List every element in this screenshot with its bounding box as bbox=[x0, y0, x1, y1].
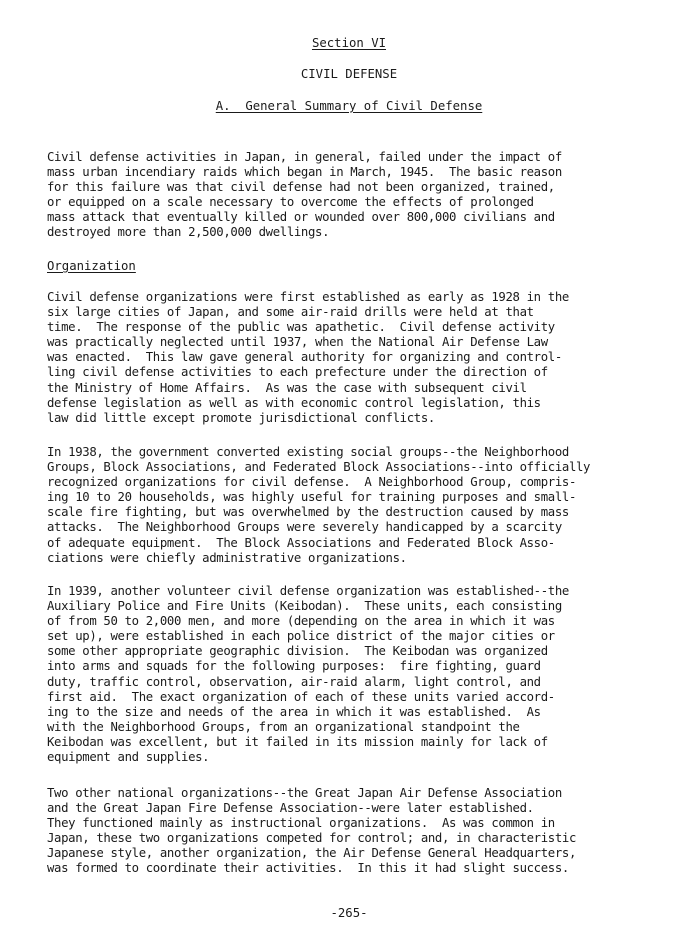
paragraph-line: time. The response of the public was apathetic. Civil defense activity bbox=[47, 320, 555, 335]
paragraph-line: was formed to coordinate their activities. In this it had slight success. bbox=[47, 861, 569, 876]
paragraph-line: the Ministry of Home Affairs. As was the case with subsequent civil bbox=[47, 380, 527, 395]
paragraph-line: Groups, Block Associations, and Federated Block Associations--into officially bbox=[47, 460, 591, 475]
paragraph-line: ing to the size and needs of the area in which it was established. As bbox=[47, 704, 541, 719]
paragraph-line: or equipped on a scale necessary to overcome the effects of prolonged bbox=[47, 195, 534, 210]
paragraph-line: defense legislation as well as with economic control legislation, this bbox=[47, 395, 541, 410]
paragraph-line: Civil defense activities in Japan, in general, failed under the impact of bbox=[47, 150, 562, 164]
paragraph-line: destroyed more than 2,500,000 dwellings. bbox=[47, 225, 330, 240]
paragraph-line: They functioned mainly as instructional organizations. As was common in bbox=[47, 816, 555, 831]
paragraph-line: law did little except promote jurisdictional conflicts. bbox=[47, 410, 435, 425]
paragraph-line: Japan, these two organizations competed for control; and, in characteristic bbox=[47, 831, 577, 846]
paragraph-line: attacks. The Neighborhood Groups were severely handicapped by a scarcity bbox=[47, 520, 562, 535]
paragraph-line: first aid. The exact organization of each of these units varied accord- bbox=[47, 689, 555, 704]
paragraph-line: of adequate equipment. The Block Associations and Federated Block Asso- bbox=[47, 535, 555, 550]
paragraph-line: and the Great Japan Fire Defense Association--were later established. bbox=[47, 801, 534, 816]
paragraph-line: mass urban incendiary raids which began in March, 1945. The basic reason bbox=[47, 165, 562, 180]
paragraph-line: In 1939, another volunteer civil defense organization was established--the bbox=[47, 584, 569, 598]
section-heading: A. General Summary of Civil Defense bbox=[215, 99, 483, 113]
paragraph-line: Civil defense organizations were first established as early as 1928 in the bbox=[47, 290, 569, 304]
paragraph-line: Auxiliary Police and Fire Units (Keibodan). These units, each consisting bbox=[47, 599, 562, 614]
paragraph-line: Keibodan was excellent, but it failed in its mission mainly for lack of bbox=[47, 734, 548, 749]
paragraph-line: into arms and squads for the following purposes: fire fighting, guard bbox=[47, 659, 541, 674]
subheading-organization: Organization bbox=[47, 259, 136, 273]
paragraph-line: mass attack that eventually killed or wounded over 800,000 civilians and bbox=[47, 210, 555, 225]
paragraph-line: ing 10 to 20 households, was highly useful for training purposes and small- bbox=[47, 490, 577, 505]
paragraph-line: with the Neighborhood Groups, from an organizational standpoint the bbox=[47, 719, 520, 734]
organization-paragraph-2 bbox=[47, 445, 667, 566]
paragraph-line: some other appropriate geographic division. The Keibodan was organized bbox=[47, 644, 548, 659]
document-title: CIVIL DEFENSE bbox=[300, 67, 398, 81]
paragraph-line: was enacted. This law gave general authority for organizing and control- bbox=[47, 350, 562, 365]
paragraph-line: recognized organizations for civil defense. A Neighborhood Group, compris- bbox=[47, 475, 577, 490]
paragraph-line: Two other national organizations--the Great Japan Air Defense Association bbox=[47, 786, 562, 800]
paragraph-line: ling civil defense activities to each prefecture under the direction of bbox=[47, 365, 548, 380]
paragraph-line: equipment and supplies. bbox=[47, 750, 210, 765]
paragraph-line: for this failure was that civil defense had not been organized, trained, bbox=[47, 180, 555, 195]
organization-paragraph-3 bbox=[47, 584, 667, 765]
paragraph-line: ciations were chiefly administrative organizations. bbox=[47, 550, 407, 565]
paragraph-line: set up), were established in each police district of the major cities or bbox=[47, 629, 555, 644]
paragraph-line: of from 50 to 2,000 men, and more (depending on the area in which it was bbox=[47, 614, 555, 629]
paragraph-line: Japanese style, another organization, the Air Defense General Headquarters, bbox=[47, 846, 577, 861]
paragraph-line: six large cities of Japan, and some air-raid drills were held at that bbox=[47, 305, 534, 320]
paragraph-line: was practically neglected until 1937, when the National Air Defense Law bbox=[47, 335, 548, 350]
paragraph-line: duty, traffic control, observation, air-raid alarm, light control, and bbox=[47, 674, 541, 689]
organization-paragraph-4 bbox=[47, 786, 667, 877]
page-number: -265- bbox=[330, 906, 368, 920]
paragraph-line: scale fire fighting, but was overwhelmed by the destruction caused by mass bbox=[47, 505, 569, 520]
intro-paragraph bbox=[47, 150, 667, 241]
organization-paragraph-1 bbox=[47, 290, 667, 426]
paragraph-line: In 1938, the government converted existing social groups--the Neighborhood bbox=[47, 445, 569, 459]
section-label: Section VI bbox=[311, 36, 387, 50]
